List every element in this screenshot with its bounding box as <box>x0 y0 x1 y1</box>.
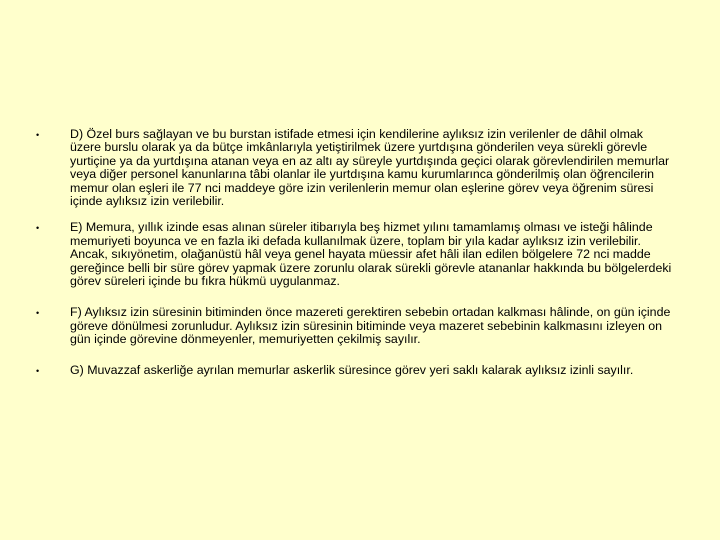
bullet-text-f: F) Aylıksız izin süresinin bitiminden önce mazereti gerektiren sebebin ortadan kalkması hâlinde, on gün içinde göreve dönülmesi zorunludur. Aylıksız izin süresinin bitiminde veya mazeret sebebinin kalkmasını izleyen on gün içinde görevine dönmeyenler, memuriyetten çekilmiş sayılır. <box>70 305 671 347</box>
bullet-list <box>36 128 676 392</box>
bullet-icon: • <box>36 365 40 376</box>
bullet-icon: • <box>36 308 40 319</box>
bullet-text-e: E) Memura, yıllık izinde esas alınan süreler itibarıyla beş hizmet yılını tamamlamış olması ve isteği hâlinde memuriyeti boyunca ve en fazla iki defada kullanılmak üzere, toplam bir yıla kadar aylıksız izin verilebilir. Ancak, sıkıyönetim, olağanüstü hâl veya genel hayata müessir afet hâli ilan edilen bölgelere 72 nci madde gereğince belli bir süre görev yapmak üzere zorunlu olarak sürekli görevle atananlar hakkında bu bölgelerdeki görev süreleri içinde bu fıkra hükmü uygulanmaz. <box>70 220 672 289</box>
bullet-icon: • <box>36 223 40 234</box>
bullet-text-d: D) Özel burs sağlayan ve bu burstan istifade etmesi için kendilerine aylıksız izin verilenler de dâhil olmak üzere burslu olarak ya da bütçe imkânlarıyla yetiştirilmek üzere yurtdışına gönderilen veya sürekli görevle yurtiçine ya da yurtdışına atanan veya en az altı ay süreyle yurtdışında geçici olarak görevlendirilen memurlar veya diğer personel kanunlarına tâbi olanlar ile yurtdışına kamu kurumlarınca gönderilmiş olan öğrencilerin memur olan eşleri ile 77 nci maddeye göre izin verilenlerin memur olan eşlerine görev veya öğrenim süresi içinde aylıksız izin verilebilir. <box>70 127 670 209</box>
bullet-item-d <box>36 128 676 208</box>
bullet-item-g <box>36 364 676 378</box>
bullet-text-g: G) Muvazzaf askerliğe ayrılan memurlar askerlik süresince görev yeri saklı kalarak aylıksız izinli sayılır. <box>70 362 634 377</box>
bullet-item-f <box>36 306 676 346</box>
bullet-icon: • <box>36 130 40 140</box>
bullet-item-e <box>36 221 676 288</box>
